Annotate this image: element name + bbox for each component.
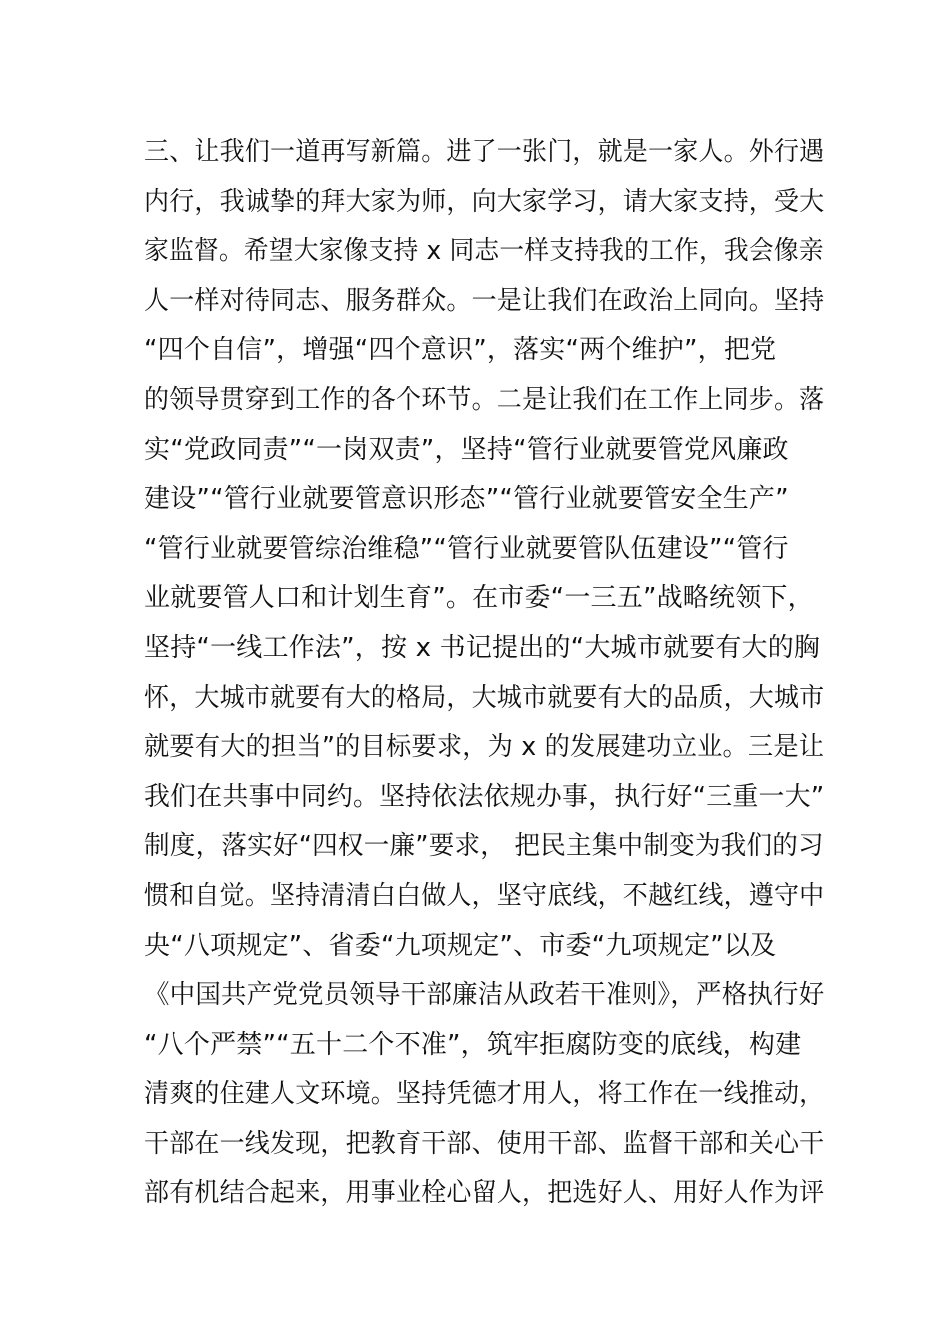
text-line: 建设”“管行业就要管意识形态”“管行业就要管安全生产” (144, 484, 789, 515)
text-line: 家监督。希望大家像支持 x 同志一样支持我的工作，我会像亲 (144, 236, 824, 267)
text-line: 《中国共产党党员领导干部廉洁从政若干准则》，严格执行好 (144, 980, 825, 1011)
text-line: 内行，我诚挚的拜大家为师，向大家学习，请大家支持，受大 (144, 186, 825, 217)
text-line: 我们在共事中同约。坚持依法依规办事，执行好“三重一大” (144, 781, 825, 812)
text-line: 部有机结合起来，用事业栓心留人，把选好人、用好人作为评 (144, 1178, 825, 1209)
text-line: 三、让我们一道再写新篇。进了一张门，就是一家人。外行遇 (144, 137, 825, 167)
text-line: 怀，大城市就要有大的格局，大城市就要有大的品质，大城市 (144, 682, 825, 713)
text-line: “管行业就要管综治维稳”“管行业就要管队伍建设”“管行 (144, 533, 789, 564)
text-line: 坚持“一线工作法”，按 x 书记提出的“大城市就要有大的胸 (144, 632, 821, 663)
text-line: 人一样对待同志、服务群众。一是让我们在政治上同向。坚持 (144, 285, 825, 316)
text-line: 业就要管人口和计划生育”。在市委“一三五”战略统领下， (144, 583, 814, 614)
text-line: “八个严禁”“五十二个不准”，筑牢拒腐防变的底线，构建 (144, 1029, 802, 1060)
text-line: 央“八项规定”、省委“九项规定”、市委“九项规定”以及 (144, 930, 777, 961)
text-line: 就要有大的担当”的目标要求，为 x 的发展建功立业。三是让 (144, 732, 825, 763)
text-line: 的领导贯穿到工作的各个环节。二是让我们在工作上同步。落 (144, 384, 825, 415)
text-line: 制度，落实好“四权一廉”要求， 把民主集中制变为我们的习 (144, 831, 824, 862)
body-paragraph (144, 128, 824, 1219)
text-line: 干部在一线发现，把教育干部、使用干部、监督干部和关心干 (144, 1128, 825, 1159)
text-line: “四个自信”，增强“四个意识”，落实“两个维护”，把党 (144, 335, 777, 366)
text-line: 清爽的住建人文环境。坚持凭德才用人，将工作在一线推动， (144, 1079, 825, 1110)
text-line: 惯和自觉。坚持清清白白做人，坚守底线，不越红线，遵守中 (144, 880, 825, 911)
text-line: 实“党政同责”“一岗双责”，坚持“管行业就要管党风廉政 (144, 434, 789, 465)
